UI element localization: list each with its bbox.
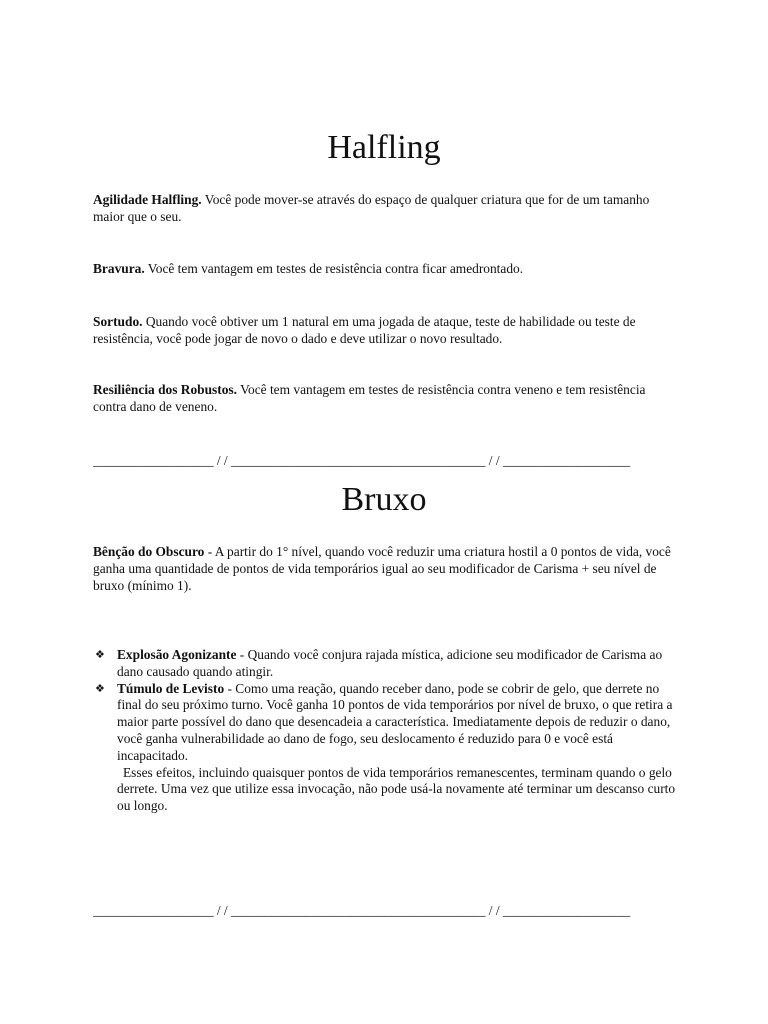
diamond-bullet-icon: ❖ — [95, 681, 105, 695]
trait-name: Agilidade Halfling. — [93, 192, 202, 207]
invocation-text: - Quando você conjura rajada mística, adicione seu modificador de Carisma ao dano causado quando atingir. — [117, 647, 663, 679]
separator-line-top: __________________ / / ______________________________________ / / ___________________ — [93, 453, 631, 468]
trait-agilidade-halfling — [93, 192, 678, 226]
trait-text: Você tem vantagem em testes de resistência contra ficar amedrontado. — [144, 261, 524, 276]
feature-name: Bênção do Obscuro — [93, 544, 205, 559]
trait-name: Resiliência dos Robustos. — [93, 382, 237, 397]
halfling-title: Halfling — [327, 129, 441, 166]
invocation-name: Túmulo de Levisto — [117, 680, 225, 696]
feature-text: - A partir do 1° nível, quando você reduzir uma criatura hostil a 0 pontos de vida, você ganha uma quantidade de pontos de vida temporários igual ao seu modificador de Carisma + seu nível de bruxo (mínimo 1). — [93, 544, 671, 593]
trait-text: Quando você obtiver um 1 natural em uma jogada de ataque, teste de habilidade ou teste de resistência, você pode jogar de novo o dado e deve utilizar o novo resultado. — [93, 314, 636, 346]
separator-line-bottom: __________________ / / ______________________________________ / / ___________________ — [93, 903, 631, 918]
invocation-text: - Como uma reação, quando receber dano, pode se cobrir de gelo, que derrete no final do seu próximo turno. Você ganha 10 pontos de vida temporários por nível de bruxo, o que retira a maior parte possível do dano que desencadeia a característica. Imediatamente depois de reduzir o dano, você ganha vulnerabilidade ao dano de fogo, seu deslocamento é reduzido para 0 e você está incapacitado. — [117, 680, 673, 763]
trait-resiliencia-dos-robustos — [93, 382, 678, 416]
bruxo-title: Bruxo — [341, 481, 427, 518]
invocation-continuation: Esses efeitos, incluindo quaisquer pontos de vida temporários remanescentes, terminam quando o gelo derrete. Uma vez que utilize essa invocação, não pode usá-la novamente até terminar um descanso curto ou longo. — [117, 764, 676, 814]
invocation-list — [93, 647, 678, 815]
trait-name: Sortudo. — [93, 314, 143, 329]
trait-text: Você tem vantagem em testes de resistência contra veneno e tem resistência contra dano de veneno. — [93, 382, 646, 414]
invocation-tumulo-de-levisto — [93, 681, 678, 765]
diamond-bullet-icon: ❖ — [95, 648, 105, 661]
trait-name: Bravura. — [93, 261, 145, 276]
trait-bravura — [93, 261, 678, 278]
trait-sortudo — [93, 314, 678, 348]
invocation-explosao-agonizante — [93, 647, 678, 681]
feature-bencao-do-obscuro — [93, 544, 678, 594]
invocation-name: Explosão Agonizante — [117, 647, 237, 662]
trait-text: Você pode mover-se através do espaço de qualquer criatura que for de um tamanho maior que o seu. — [93, 192, 650, 224]
